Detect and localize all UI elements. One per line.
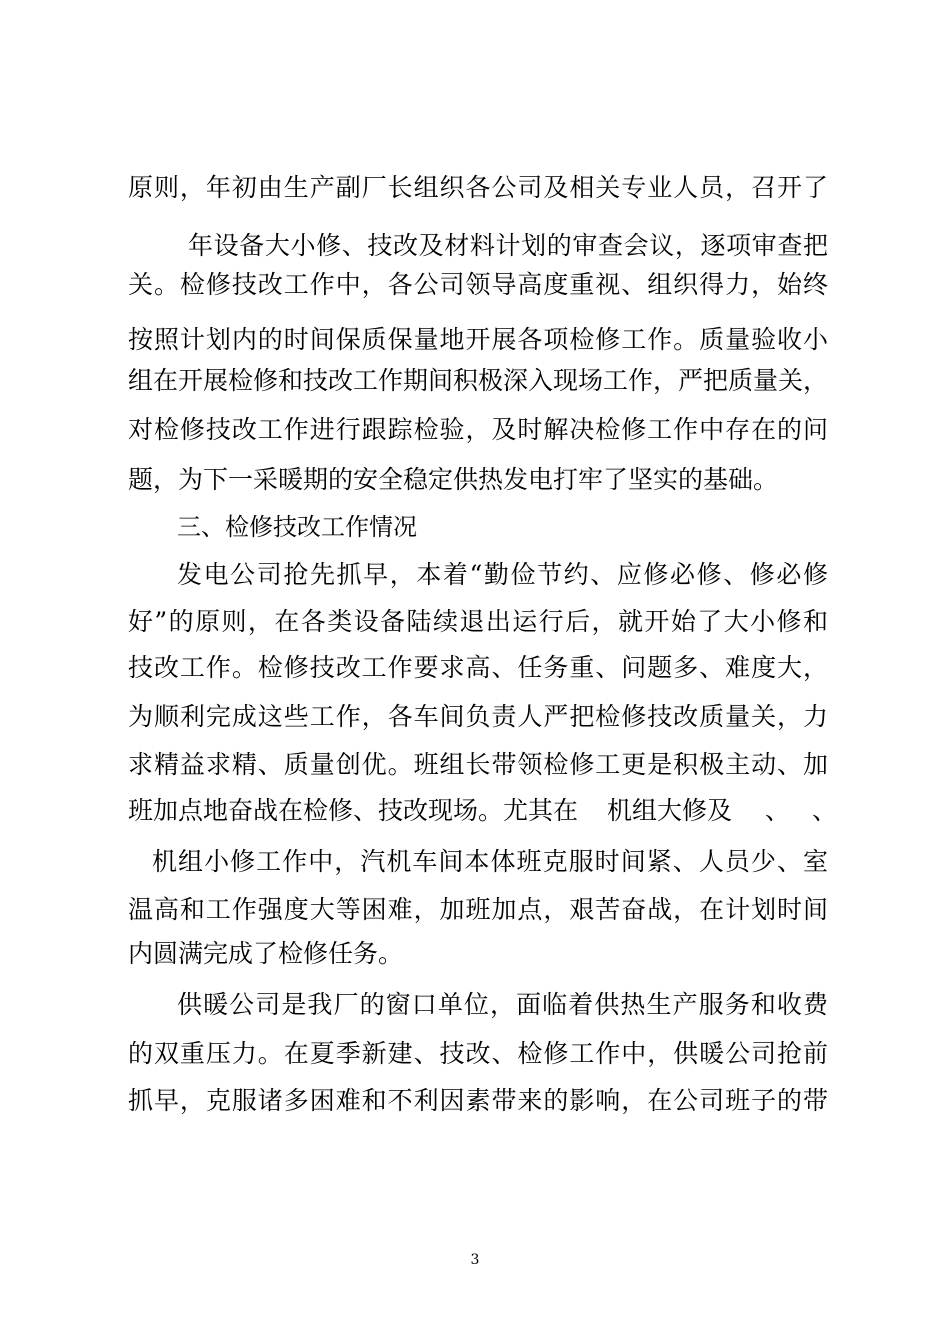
text-line-19: 的双重压力。在夏季新建、技改、检修工作中，供暖公司抢前 (128, 1039, 828, 1068)
page-number: 3 (470, 1252, 480, 1268)
text-line-2: 年设备大小修、技改及材料计划的审查会议，逐项审查把 (188, 231, 828, 260)
text-line-4: 按照计划内的时间保质保量地开展各项检修工作。质量验收小 (128, 325, 828, 354)
text-line-17: 内圆满完成了检修任务。 (128, 939, 404, 968)
text-line-10: 好”的原则，在各类设备陆续退出运行后，就开始了大小修和 (128, 607, 828, 636)
text-line-1: 原则，年初由生产副厂长组织各公司及相关专业人员，召开了 (128, 173, 828, 202)
text-line-18: 供暖公司是我厂的窗口单位，面临着供热生产服务和收费 (177, 990, 828, 1019)
text-line-20: 抓早，克服诸多困难和不利因素带来的影响，在公司班子的带 (128, 1086, 828, 1115)
text-line-15: 机组小修工作中，汽机车间本体班克服时间紧、人员少、室 (152, 847, 828, 876)
text-line-3: 关。检修技改工作中，各公司领导高度重视、组织得力，始终 (128, 270, 828, 299)
text-line-12: 为顺利完成这些工作，各车间负责人严把检修技改质量关，力 (128, 702, 828, 731)
text-line-14d: 、 (812, 796, 838, 825)
section-heading: 三、检修技改工作情况 (177, 513, 417, 541)
text-line-11: 技改工作。检修技改工作要求高、任务重、问题多、难度大， (128, 653, 828, 682)
text-line-7: 题，为下一采暖期的安全稳定供热发电打牢了坚实的基础。 (128, 465, 779, 494)
text-line-6: 对检修技改工作进行跟踪检验，及时解决检修工作中存在的问 (128, 415, 828, 444)
text-line-13: 求精益求精、质量创优。班组长带领检修工更是积极主动、加 (128, 750, 828, 779)
text-line-16: 温高和工作强度大等困难，加班加点，艰苦奋战，在计划时间 (128, 895, 828, 924)
text-line-14b: 机组大修及 (607, 796, 733, 825)
text-line-9: 发电公司抢先抓早，本着“勤俭节约、应修必修、修必修 (177, 560, 828, 589)
text-line-5: 组在开展检修和技改工作期间积极深入现场工作，严把质量关， (128, 366, 829, 395)
text-line-14c: 、 (765, 796, 791, 825)
text-line-14a: 班加点地奋战在检修、技改现场。尤其在 (128, 796, 579, 825)
